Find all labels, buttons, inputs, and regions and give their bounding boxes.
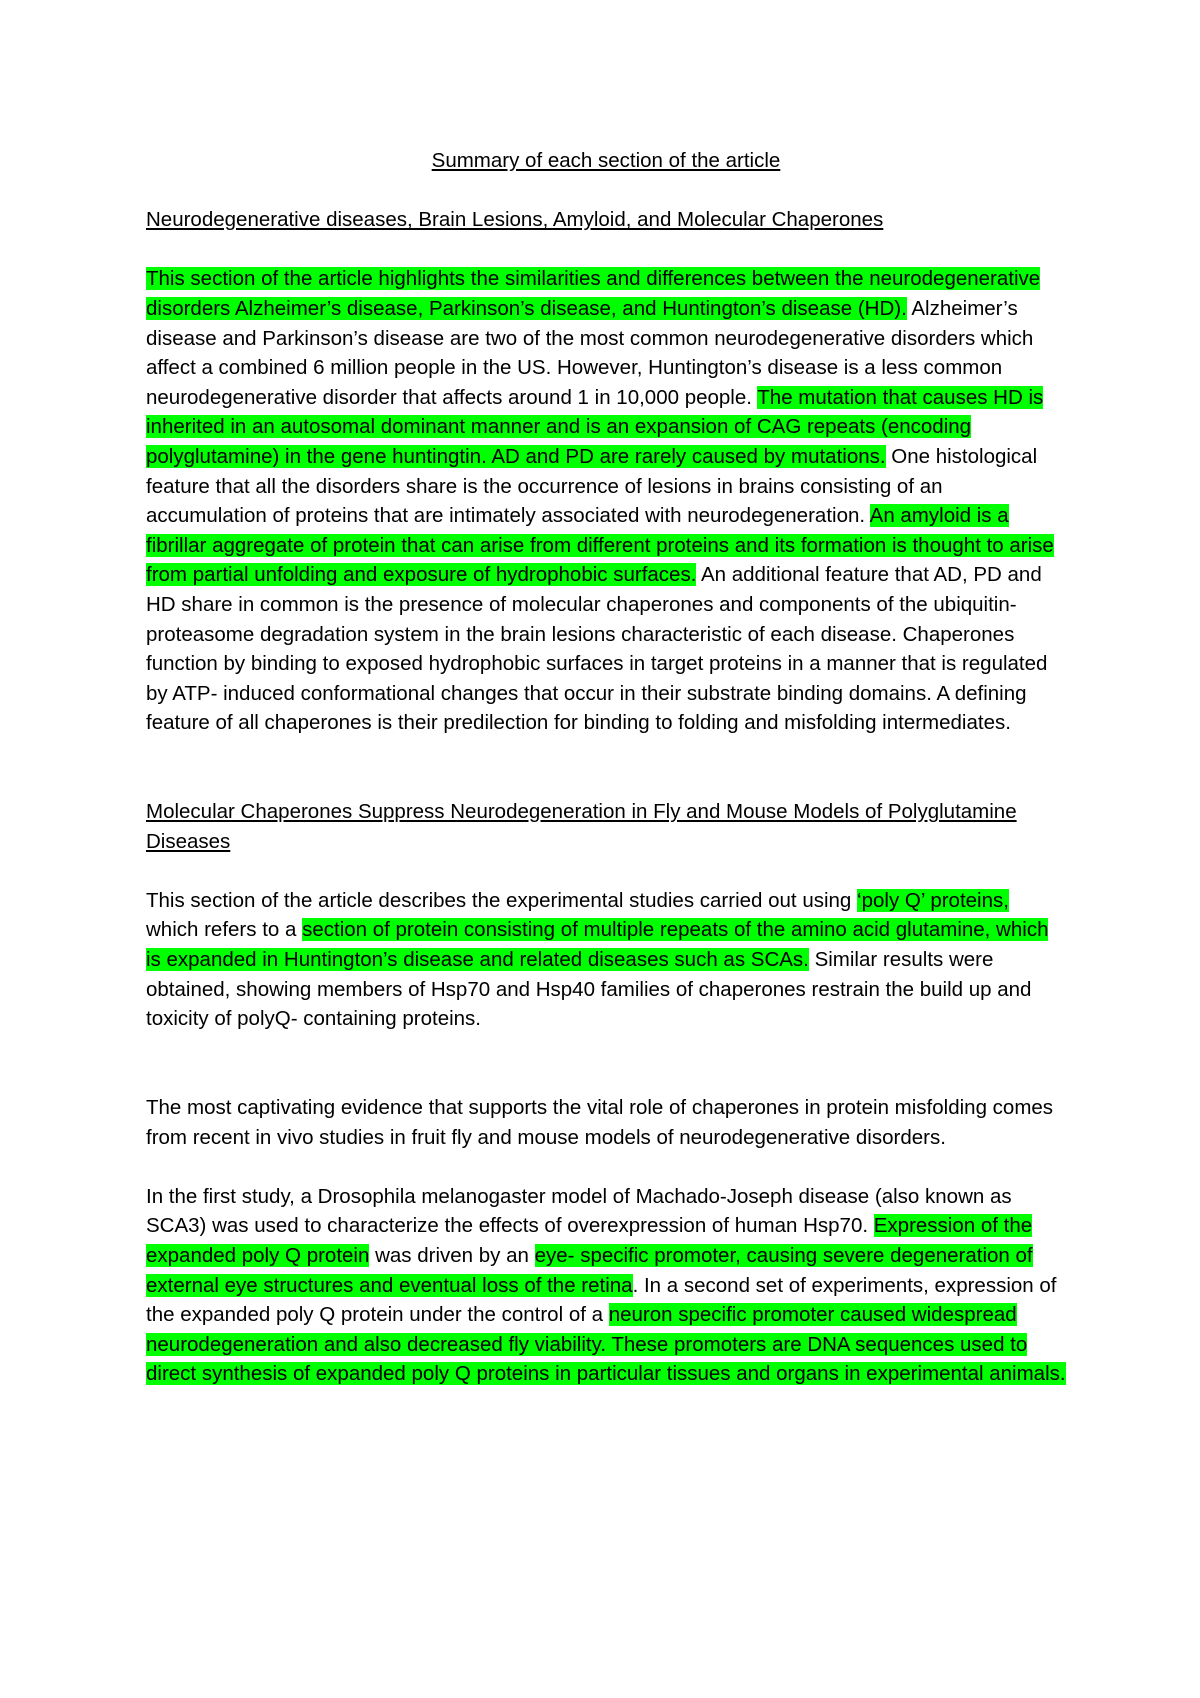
- document-page: [146, 146, 1066, 1389]
- spacer: [146, 738, 1066, 797]
- body-text: . In a second set of experiments, expression of the expanded poly Q protein under the control of a: [146, 1273, 1057, 1327]
- body-text: was driven by an: [369, 1243, 535, 1267]
- spacer: [146, 1152, 1066, 1182]
- spacer: [146, 856, 1066, 886]
- highlighted-text: section of protein consisting of multiple repeats of the amino acid glutamine, which is expanded in Huntington’s disease and related diseases such as SCAs.: [146, 918, 1049, 972]
- paragraph: [146, 264, 1066, 738]
- body-text: An additional feature that AD, PD and HD share in common is the presence of molecular chaperones and components of the ubiquitin-proteasome degradation system in the brain lesions characteristic of each disease. Chaperones function by binding to exposed hydrophobic surfaces in target proteins in a manner that is regulated by ATP- induced conformational changes that occur in their substrate binding domains. A defining feature of all chaperones is their predilection for binding to folding and misfolding intermediates.: [146, 563, 1048, 735]
- highlighted-text: An amyloid is a fibrillar aggregate of protein that can arise from different proteins and its formation is thought to arise from partial unfolding and exposure of hydrophobic surfaces.: [146, 504, 1054, 587]
- body-text: which refers to a: [146, 918, 303, 942]
- highlighted-text: This section of the article highlights the similarities and differences between the neurodegenerative disorders Alzheimer’s disease, Parkinson’s disease, and Huntington’s disease (HD).: [146, 267, 1041, 320]
- body-text: One histological feature that all the disorders share is the occurrence of lesions in brains consisting of an accumulation of proteins that are intimately associated with neurodegeneration.: [146, 444, 1038, 528]
- document-title: Summary of each section of the article: [431, 149, 781, 172]
- body-text: The most captivating evidence that supports the vital role of chaperones in protein misfolding comes from recent in vivo studies in fruit fly and mouse models of neurodegenerative disorders.: [146, 1096, 1054, 1149]
- spacer: [146, 235, 1066, 265]
- section-heading: Molecular Chaperones Suppress Neurodegeneration in Fly and Mouse Models of Polyglutamine Diseases: [146, 800, 1017, 853]
- paragraph: [146, 886, 1066, 1034]
- body-text: This section of the article describes the experimental studies carried out using: [146, 888, 858, 912]
- paragraph: [146, 1093, 1066, 1152]
- section-heading: Neurodegenerative diseases, Brain Lesions, Amyloid, and Molecular Chaperones: [146, 208, 884, 232]
- body-text: Alzheimer’s disease and Parkinson’s disease are two of the most common neurodegenerative disorders which affect a combined 6 million people in the US. However, Huntington’s disease is a less common neurodegenerative disorder that affects around 1 in 10,000 people.: [146, 296, 1034, 409]
- spacer: [146, 1034, 1066, 1093]
- body-text: In the first study, a Drosophila melanogaster model of Machado-Joseph disease (also known as SCA3) was used to characterize the effects of overexpression of human Hsp70.: [146, 1184, 1012, 1238]
- highlighted-text: eye- specific promoter, causing severe degeneration of external eye structures and eventual loss of the retina: [146, 1243, 1033, 1297]
- spacer: [146, 176, 1066, 206]
- highlighted-text: The mutation that causes HD is inherited in an autosomal dominant manner and is an expansion of CAG repeats (encoding polyglutamine) in the gene huntingtin. AD and PD are rarely caused by mutations.: [146, 385, 1044, 468]
- paragraph: [146, 1182, 1066, 1389]
- body-text: Similar results were obtained, showing members of Hsp70 and Hsp40 families of chaperones restrain the build up and toxicity of polyQ- containing proteins.: [146, 948, 1032, 1031]
- highlighted-text: ‘poly Q’ proteins,: [857, 888, 1009, 912]
- highlighted-text: neuron specific promoter caused widespread neurodegeneration and also decreased fly viability. These promoters are DNA sequences used to direct synthesis of expanded poly Q proteins in particular tissues and organs in experimental animals.: [146, 1303, 1066, 1386]
- highlighted-text: Expression of the expanded poly Q protein: [146, 1214, 1033, 1267]
